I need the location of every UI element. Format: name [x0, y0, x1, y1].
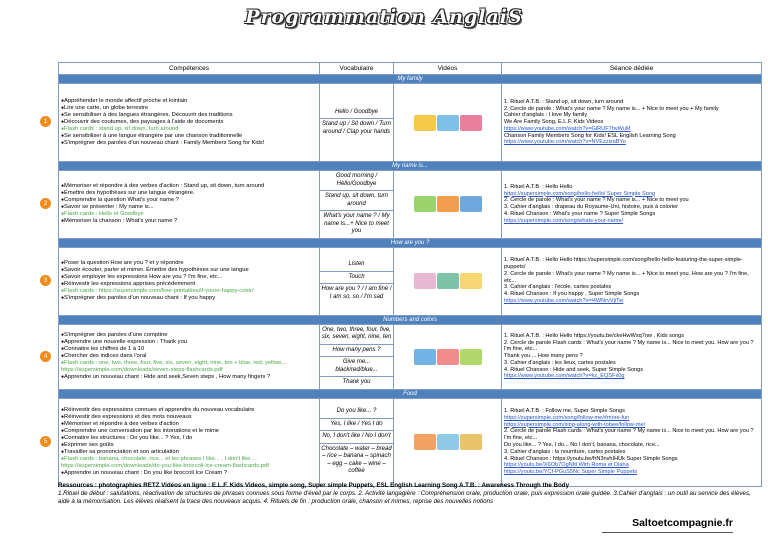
section-row [59, 324, 762, 389]
seance-line: 1. Rituel A.T.B. : Stand up, sit down, turn around [504, 98, 624, 105]
competence-item: ● Connaitre les structures : Do you like... ? Yes, I do [61, 435, 317, 442]
vocabulary-item: Chocolate – water – bread – rice – banana – spinach – egg – cake – wine – coffee [321, 445, 392, 475]
competence-item: ● Réinvestir des expressions et des mots nouveaux [61, 414, 317, 421]
brand-underline [602, 532, 733, 533]
footer-notes [58, 482, 761, 506]
video-thumbnail[interactable] [460, 196, 482, 212]
seance-line[interactable]: https://supersimple.com/song/follow-me/#more-fun [504, 414, 630, 421]
header-vocabulaire: Vocabulaire [320, 63, 394, 75]
vocabulary-item: Touch [320, 272, 393, 285]
section-band-label: My name is... [59, 162, 762, 171]
competence-item: ● Chercher des indices dans l'oral [61, 353, 317, 360]
competence-item: ● S'imprégner des paroles d'un nouveau chant : Family Members Song for Kids! [61, 140, 317, 147]
video-thumbnail[interactable] [460, 434, 482, 450]
vocabulary-cell [320, 247, 394, 315]
seance-line: 2. Cercle de parole : What's your name ? My name is... + Nice to meet you. How are you ? I'm fine, etc... [504, 270, 749, 284]
video-thumbnail[interactable] [414, 349, 436, 365]
section-row [59, 247, 762, 315]
vocabulary-item: Do you like... ? [320, 406, 393, 419]
seance-line[interactable]: https://youtu.be/X6Ob7OgNItl With Roma et Diana [504, 462, 629, 469]
vocabulary-cell [320, 171, 394, 239]
competence-item: ● Savoir employer les expressions How are you ? I'm fine, etc... [61, 274, 317, 281]
seance-line: 3. Cahier d'anglais : l'école, cartes postales [504, 284, 612, 291]
video-thumbnail[interactable] [414, 434, 436, 450]
vocabulary-item: No, I don't like / No I don't [320, 431, 393, 444]
competence-item: ● Travailler sa prononciation et son articulation [61, 449, 317, 456]
seance-cell [502, 324, 762, 389]
seance-line[interactable]: https://www.youtube.com/watch?v=l4WNrvVjiTw [504, 297, 624, 304]
competence-item: ● Flash cards : one, two, three, four, five, six, seven, eight, nine, ten + blue, red, yellow,... https://supersimple.com/downloads/seven-steps-flashcards.pdf [61, 360, 317, 374]
seance-line[interactable]: 1. Rituel A.T.B. : Hello Hello https://supersimple.com/song/hello-hello-featuring-the-super-simple-puppets/ [504, 257, 743, 270]
section-band-label: My family [59, 75, 762, 84]
video-thumbnails [396, 272, 499, 290]
competences-cell [59, 324, 320, 389]
vocabulary-item: Listen [320, 259, 393, 272]
video-thumbnails [396, 433, 499, 451]
section-band-label: Food [59, 389, 762, 398]
vocabulary-item: Good morning / Hello/Goodbye [320, 171, 393, 191]
section-band [59, 315, 762, 324]
page-title: Programmation AnglaiS [245, 6, 523, 28]
seance-line: Chanson Family Members Song for Kids! ESL English Learning Song [504, 132, 676, 139]
videos-cell [394, 171, 502, 239]
competence-item: ● Comprendre une conversation par les intonations et le mime [61, 428, 317, 435]
competences-list [61, 332, 317, 381]
header-videos: Vidéos [394, 63, 502, 75]
section-band-label: Numbers and colors [59, 315, 762, 324]
competence-item: ● Exprimer ses goûts [61, 442, 317, 449]
brand-link[interactable]: Saltoetcompagnie.fr [632, 517, 733, 529]
section-band-label: How are you ? [59, 238, 762, 247]
competences-list [61, 407, 317, 477]
footer-rituals: 1.Rituel de début : salutations, réactivation de structures de phrases connues sous forme d'éveil par le corps. 2. Activité langagière : Compréhension orale, production orale, puis expression orale guidée. 3.Cahier d'anglais : un outil au service des élèves, aide à la mémorisation. Les élèves réalisent la trace des nouveaux acquis. 4. Rituels de fin : production orale, chanson et mimes, reprise des nouvelles notions [58, 490, 751, 505]
videos-cell [394, 398, 502, 486]
vocabulary-item: What's your name ? / My name is...+ Nice to meet you [323, 213, 390, 234]
competences-cell [59, 171, 320, 239]
competence-item: ● Réinvestir les expressions apprises précédemment [61, 281, 317, 288]
video-thumbnail[interactable] [414, 273, 436, 289]
competence-item: ● S'imprégner des paroles d'une comptine [61, 332, 317, 339]
section-row [59, 84, 762, 162]
seance-cell [502, 171, 762, 239]
videos-cell [394, 324, 502, 389]
section-band [59, 389, 762, 398]
video-thumbnail[interactable] [437, 349, 459, 365]
competence-item: ● Savoir se présenter : My name is... [61, 204, 317, 211]
section-number-badge: 1 [40, 116, 51, 127]
seance-line[interactable]: https://www.youtube.com/watch?v=NVEzzizaBYo [504, 139, 626, 146]
videos-cell [394, 84, 502, 162]
seance-line: We Are Family Song, E.L.F. Kids Videos [504, 119, 604, 126]
seance-line: Thank you ... How many pens ? [504, 353, 583, 360]
seance-line: 2. Cercle de parole : What's your name ? My name is... + Nice to meet you [504, 197, 689, 204]
competences-cell [59, 398, 320, 486]
competence-item: ● Flash cards : stand up, sit down, turn around [61, 126, 317, 133]
footer-resources: Ressources : photographies RETZ Vidéos en ligne : E.L.F. Kids Videos, simple song, Super simple Puppets, ESL English Learning Song A.T.B. : Awareness Through the Body [58, 482, 570, 489]
competence-item: ● Mémoriser et répondre à des verbes d'action [61, 421, 317, 428]
seance-line: 4. Rituel Chanson : What's your name ? Super Simple Songs [504, 211, 656, 218]
seance-line: 3. Cahier d'anglais : drapeau du Royaume-Uni, histoire, puis à colorier [504, 204, 678, 211]
vocabulary-item: One, two, three, four, five, six, seven, eight, nine, ten [320, 325, 393, 345]
video-thumbnail[interactable] [437, 115, 459, 131]
programme-table [58, 62, 762, 487]
competences-list [61, 98, 317, 147]
header-competences: Compétences [59, 63, 320, 75]
section-band [59, 75, 762, 84]
seance-cell [502, 247, 762, 315]
seance-line: 3. Cahier d'anglais : les lieux, cartes postales [504, 359, 616, 366]
seance-line: 1. Rituel A.T.B. : Hello Hello [504, 183, 573, 190]
video-thumbnails [396, 195, 499, 213]
seance-cell [502, 84, 762, 162]
seance-line[interactable]: https://youtu.be/YCf-PGuS5Nc Super Simple Puppets [504, 469, 638, 476]
seance-line[interactable]: https://supersimple.com/song/whats-your-name/ [504, 217, 624, 224]
section-number-badge: 3 [40, 275, 51, 286]
competence-item: ● Savoir écouter, parler et mimer. Émettre des hypothèses sur une langue [61, 267, 317, 274]
video-thumbnail[interactable] [414, 196, 436, 212]
competence-item: ● Connaitre les chiffres de 1 à 10 [61, 346, 317, 353]
seance-line: 4. Rituel Chanson : Hide and seek, Super Simple Songs [504, 366, 643, 373]
video-thumbnails [396, 348, 499, 366]
competence-item: ● Appréhender le monde affectif proche et lointain [61, 98, 317, 105]
seance-line[interactable]: https://www.youtube.com/watch?v=GlRUF7hvWuM [504, 125, 631, 132]
seance-line[interactable]: 1. Rituel A.T.B. : Hello Hello https://youtu.be/ckeHwWsq7nw , Kids songs [504, 332, 685, 339]
seance-line: 2. Cercle de parole Flash cards : What's your name ? My name is... Nice to meet you. How are you ? I'm fine, etc... [504, 339, 754, 353]
competence-item: ● Apprendre un nouveau chant : Hide and seek,Seven steps , How many fingers ? [61, 374, 317, 381]
seance-cell [502, 398, 762, 486]
video-thumbnails [396, 114, 499, 132]
seance-line[interactable]: https://supersimple.com/sing-along-with-tobee/follow-me/ [504, 421, 646, 428]
section-band [59, 162, 762, 171]
vocabulary-item: How are you ? / I am fine / I am so, so / I'm sad [321, 286, 392, 300]
vocabulary-cell [320, 398, 394, 486]
video-thumbnail[interactable] [437, 434, 459, 450]
video-thumbnail[interactable] [460, 115, 482, 131]
seance-line: 3. Cahier d'anglais : la nourriture, cartes postales [504, 448, 626, 455]
competence-item: ● Mémoriser la chanson : What's your name ? [61, 218, 317, 225]
vocabulary-item: Stand up / Sit down / Turn around / Clap your hands [322, 121, 391, 135]
vocabulary-cell [320, 84, 394, 162]
competences-cell [59, 247, 320, 315]
section-row [59, 171, 762, 239]
competence-item: ● Lire une carte, un globe terrestre [61, 105, 317, 112]
vocabulary-item: Thank you [342, 379, 371, 385]
videos-cell [394, 247, 502, 315]
video-thumbnail[interactable] [437, 196, 459, 212]
seance-line[interactable]: https://www.youtube.com/watch?v=kz_EQSFx0g [504, 373, 625, 380]
competences-list [61, 260, 317, 302]
section-number-badge: 5 [40, 436, 51, 447]
seance-line: 2. Cercle de parole Flash cards : What's your name ? My name is... Nice to meet you. How are you ? I'm fine, etc... [504, 428, 754, 442]
section-number-badge: 2 [40, 198, 51, 209]
video-thumbnail[interactable] [460, 273, 482, 289]
competence-item: ● Apprendre un nouveau chant : Do you like broccoli Ice Cream ? [61, 470, 317, 477]
seance-line[interactable]: https://supersimple.com/song/hello-hello/ Super Simple Song [504, 190, 656, 197]
competence-item: ● Comprendre la question What's your name ? [61, 197, 317, 204]
competence-item: ● Mémoriser et répondre à des verbes d'action : Stand up, sit down, turn around [61, 183, 317, 190]
competences-cell [59, 84, 320, 162]
section-number-badge: 4 [40, 351, 51, 362]
competence-item: ● Poser la question How are you ? et y répondre [61, 260, 317, 267]
vocabulary-item: Stand up, sit down, turn around [320, 191, 393, 211]
competence-item: ● Flash cards : banana, chocolate, rice... et les phrases I like... , I don't like ... https://supersimple.com/downloads/do-you-like-broccoli-ice-cream-flashcards.pdf [61, 456, 317, 470]
competence-item: ● Découvrir des coutumes, des paysages à l'aide de documents [61, 119, 317, 126]
vocabulary-item: Give me... black/red/blue... [320, 357, 393, 377]
competence-item: ● Émettre des hypothèses sur une langue étrangère. [61, 190, 317, 197]
seance-line[interactable]: 4. Rituel Chanson : https://youtu.be/frN3nvhIHUk Super Simple Songs [504, 455, 678, 462]
header-row [59, 63, 762, 75]
competences-list [61, 183, 317, 225]
vocabulary-item: Yes, I like / Yes I do [320, 419, 393, 432]
seance-line: 4. Rituel Chanson : If you happy , Super Simple Songs [504, 291, 640, 298]
header-seance: Séance dédiée [502, 63, 762, 75]
seance-line: Cahier d'anglais : I love My family [504, 112, 588, 119]
seance-line: 1. Rituel A.T.B. : Follow me, Super Simple Songs [504, 408, 625, 415]
section-row [59, 398, 762, 486]
video-thumbnail[interactable] [460, 349, 482, 365]
seance-line: Do you like... ? Yes, I do... No I don't, banana, chocolate, rice... [504, 442, 660, 448]
video-thumbnail[interactable] [437, 273, 459, 289]
competence-item: ● Se sensibiliser à une langue étrangère par une chanson traditionnelle [61, 133, 317, 140]
video-thumbnail[interactable] [414, 115, 436, 131]
competence-item: ● Se sensibiliser à des langues étrangères, Découvrir des traditions [61, 112, 317, 119]
competence-item: ● Flash cards : https://supersimple.com/free-printables/if-youre-happy-color/ [61, 288, 317, 295]
competence-item: ● Apprendre une nouvelle expression : Thank you [61, 339, 317, 346]
competence-item: ● Réinvestir des expressions connues et apprendre du nouveau vocabulaire [61, 407, 317, 414]
competence-item: ● Flash cards : Hello et Goodbye [61, 211, 317, 218]
seance-line: 2. Cercle de parole : What's your name ? My name is... + Nice to meet you + My family [504, 105, 719, 112]
vocabulary-item: How many pens ? [320, 345, 393, 358]
vocabulary-cell [320, 324, 394, 389]
section-band [59, 238, 762, 247]
competence-item: ● S'imprégner des paroles d'un nouveau chant : If you happy [61, 295, 317, 302]
vocabulary-item: Hello / Goodbye [320, 107, 393, 120]
